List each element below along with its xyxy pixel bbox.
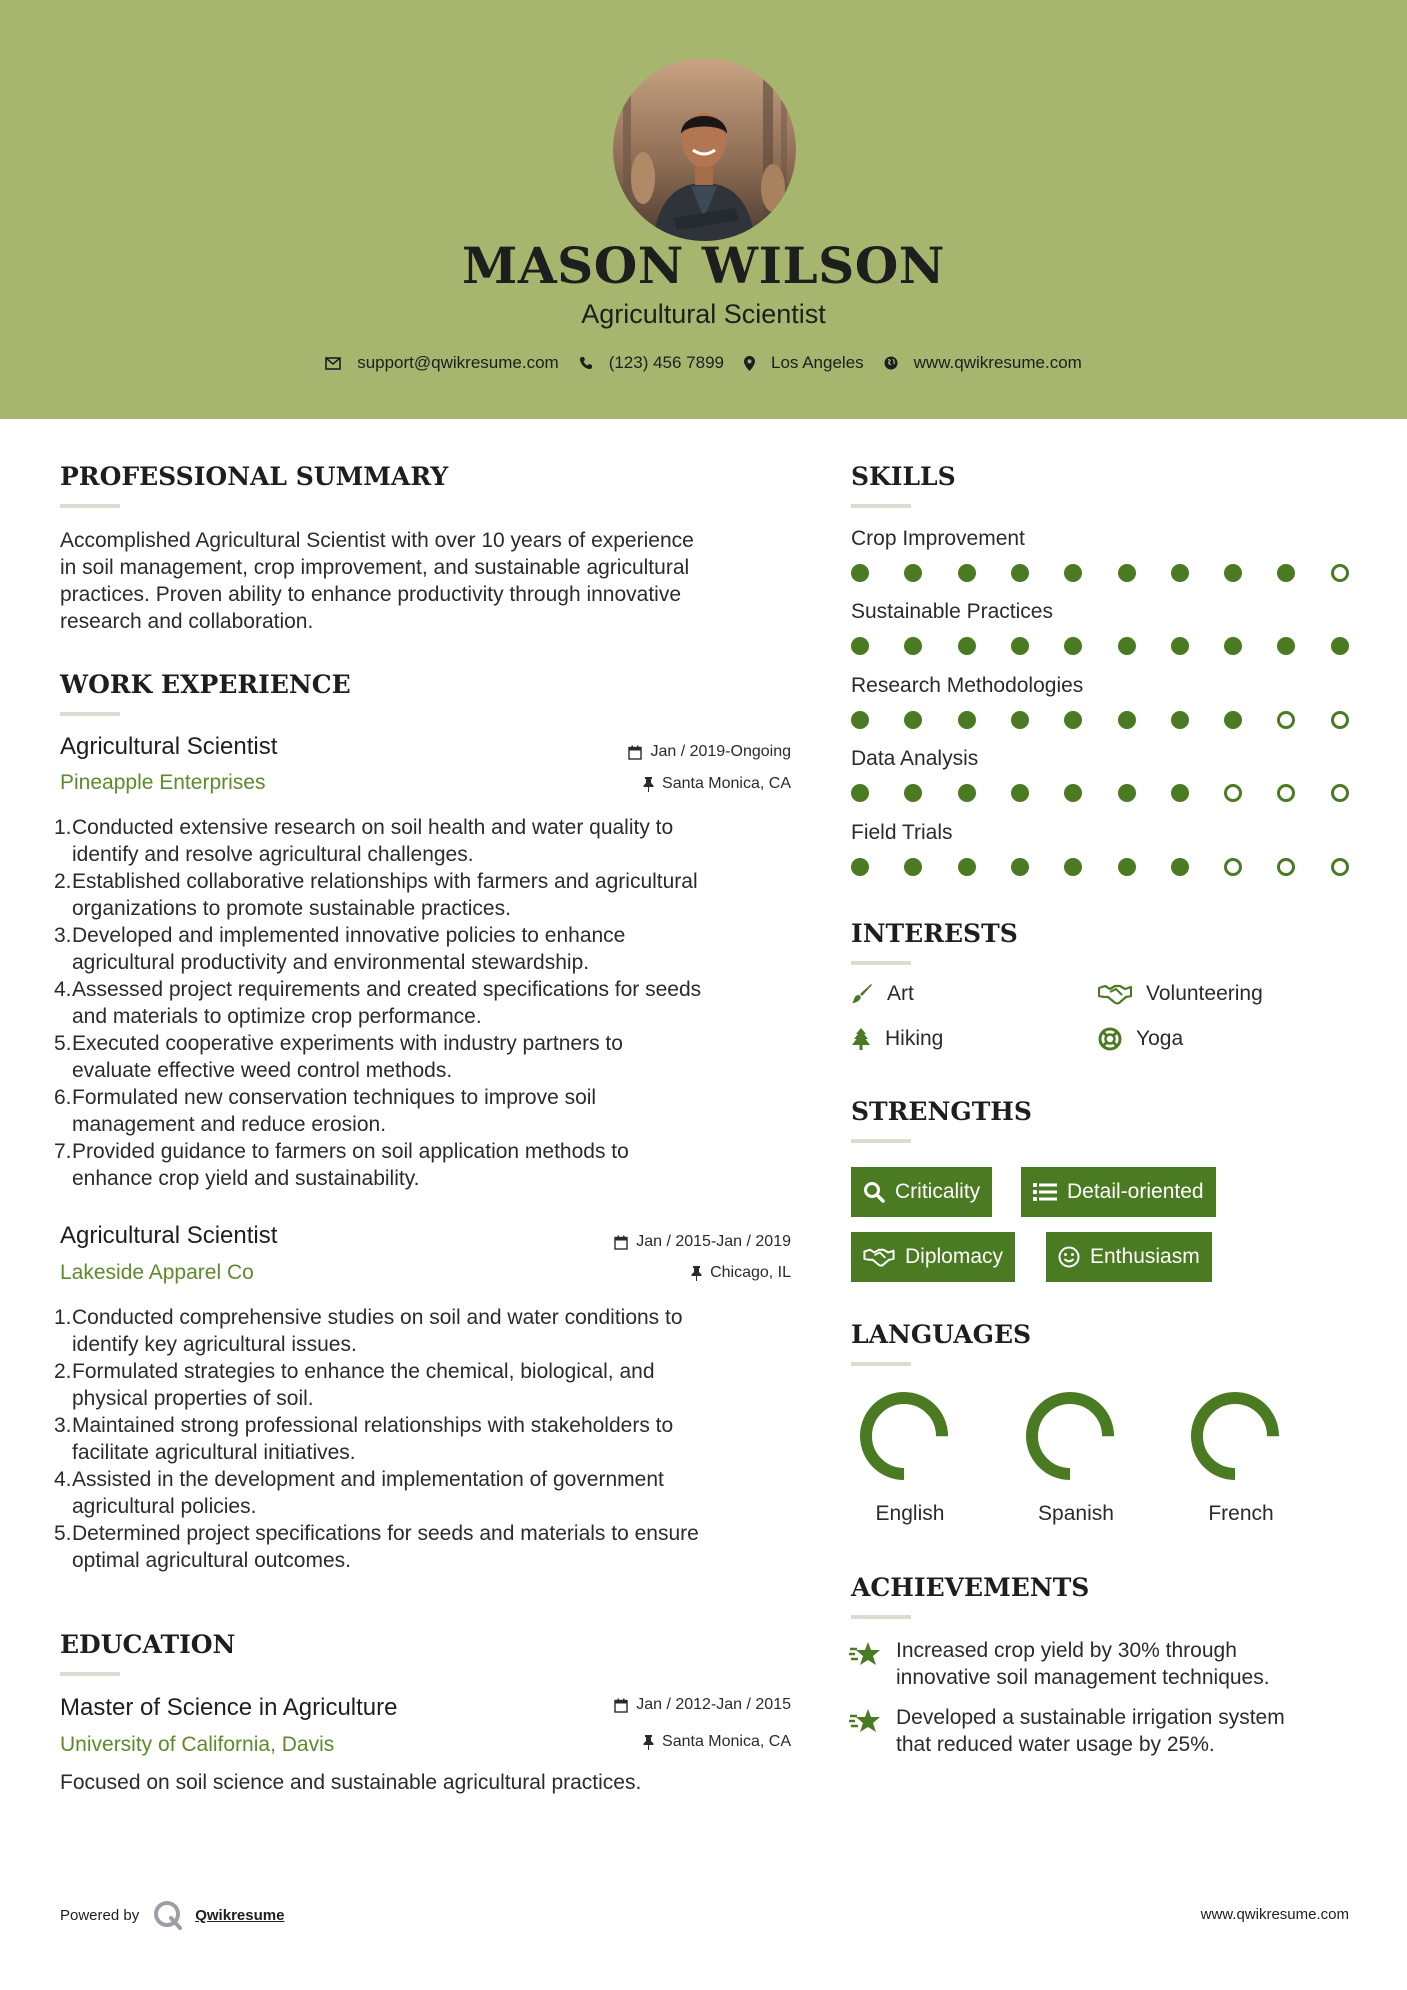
job-location bbox=[551, 775, 791, 793]
phone-icon bbox=[579, 356, 593, 370]
skill-dot-filled bbox=[851, 784, 869, 802]
skill-dot-filled bbox=[1064, 637, 1082, 655]
job-location-text: Santa Monica, CA bbox=[662, 775, 791, 792]
skill-dot-filled bbox=[1171, 858, 1189, 876]
job-date bbox=[551, 1233, 791, 1251]
skill-dot-empty bbox=[1277, 858, 1295, 876]
education-location bbox=[551, 1733, 791, 1751]
languages-heading: LANGUAGES bbox=[851, 1320, 1032, 1349]
skill-dot-filled bbox=[1118, 564, 1136, 582]
envelope-icon bbox=[325, 357, 341, 370]
list-icon bbox=[1033, 1182, 1057, 1202]
strengths-rule bbox=[851, 1139, 911, 1143]
contact-website[interactable] bbox=[884, 353, 1082, 373]
skill-dot-filled bbox=[904, 637, 922, 655]
skill-dot-filled bbox=[904, 564, 922, 582]
skill-dot-filled bbox=[1224, 711, 1242, 729]
qwikresume-link[interactable]: Qwikresume bbox=[195, 1906, 285, 1924]
skill-dot-filled bbox=[1118, 711, 1136, 729]
language-gauge-french bbox=[1189, 1390, 1281, 1482]
language-gauge-english bbox=[858, 1390, 950, 1482]
skill-dot-filled bbox=[958, 637, 976, 655]
education-rule bbox=[60, 1672, 120, 1676]
summary-rule bbox=[60, 504, 120, 508]
skill-dot-filled bbox=[1064, 784, 1082, 802]
skill-label: Sustainable Practices bbox=[851, 600, 1053, 623]
skill-dot-filled bbox=[958, 858, 976, 876]
skill-dot-filled bbox=[1118, 784, 1136, 802]
language-label: Spanish bbox=[1038, 1502, 1114, 1525]
experience-rule bbox=[60, 712, 120, 716]
footer-url[interactable]: www.qwikresume.com bbox=[1200, 1906, 1349, 1923]
job-duties-list bbox=[54, 814, 814, 1192]
skill-dot-filled bbox=[1224, 564, 1242, 582]
skill-dot-empty bbox=[1331, 564, 1349, 582]
strength-label: Detail-oriented bbox=[1067, 1180, 1204, 1203]
list-item: 3. Developed and implemented innovative policies to enhance agricultural productivity and environmental stewardship. bbox=[54, 924, 626, 974]
company-name: Lakeside Apparel Co bbox=[60, 1261, 254, 1284]
job-date-text: Jan / 2015-Jan / 2019 bbox=[636, 1233, 791, 1250]
job-location-text: Chicago, IL bbox=[710, 1264, 791, 1281]
list-item: 2. Formulated strategies to enhance the chemical, biological, and physical properties of soil. bbox=[54, 1360, 655, 1410]
list-item: 5. Executed cooperative experiments with industry partners to evaluate effective weed control methods. bbox=[54, 1032, 623, 1082]
interest-volunteering bbox=[1098, 982, 1263, 1006]
skill-label: Research Methodologies bbox=[851, 674, 1084, 697]
language-level-arc bbox=[1032, 1398, 1108, 1474]
pushpin-icon bbox=[691, 1266, 702, 1281]
language-label: English bbox=[875, 1502, 945, 1525]
skill-dot-filled bbox=[1331, 637, 1349, 655]
star-icon bbox=[849, 1707, 883, 1735]
skill-rating bbox=[851, 784, 1351, 804]
calendar-icon bbox=[614, 1698, 628, 1713]
strengths-heading: STRENGTHS bbox=[851, 1097, 1032, 1126]
skill-dot-filled bbox=[1011, 784, 1029, 802]
phone-text: (123) 456 7899 bbox=[608, 353, 725, 372]
language-level-arc bbox=[866, 1398, 942, 1474]
list-item: 1. Conducted extensive research on soil health and water quality to identify and resolve agricultural challenges. bbox=[54, 816, 674, 866]
education-date-text: Jan / 2012-Jan / 2015 bbox=[636, 1696, 791, 1713]
skill-dot-empty bbox=[1331, 858, 1349, 876]
achievement-item: Increased crop yield by 30% through innovative soil management techniques. bbox=[896, 1639, 1270, 1689]
job-duties-list bbox=[54, 1304, 814, 1574]
candidate-title: Agricultural Scientist bbox=[581, 299, 826, 329]
strength-tag bbox=[1021, 1167, 1216, 1217]
skill-dot-empty bbox=[1277, 784, 1295, 802]
language-gauge-spanish bbox=[1024, 1390, 1116, 1482]
contact-location bbox=[744, 353, 864, 373]
strength-label: Criticality bbox=[895, 1180, 981, 1203]
skill-dot-filled bbox=[1064, 711, 1082, 729]
lifering-icon bbox=[1098, 1027, 1122, 1051]
summary-line: in soil management, crop improvement, and sustainable agricultural bbox=[60, 556, 690, 579]
smile-icon bbox=[1058, 1246, 1080, 1268]
handshake-icon bbox=[1098, 983, 1132, 1005]
summary-text bbox=[60, 527, 800, 635]
skill-rating bbox=[851, 711, 1351, 731]
summary-line: research and collaboration. bbox=[60, 610, 314, 633]
pushpin-icon bbox=[643, 777, 654, 792]
handshake-icon bbox=[863, 1247, 895, 1267]
skill-rating bbox=[851, 637, 1351, 657]
skill-dot-filled bbox=[1118, 637, 1136, 655]
skill-dot-empty bbox=[1224, 784, 1242, 802]
list-item: 4. Assessed project requirements and created specifications for seeds and materials to optimize crop performance. bbox=[54, 978, 702, 1028]
list-item: 1. Conducted comprehensive studies on soil and water conditions to identify key agricultural issues. bbox=[54, 1306, 683, 1356]
summary-line: practices. Proven ability to enhance productivity through innovative bbox=[60, 583, 682, 606]
list-item: 4. Assisted in the development and implementation of government agricultural policies. bbox=[54, 1468, 664, 1518]
skill-dot-empty bbox=[1277, 711, 1295, 729]
experience-heading: WORK EXPERIENCE bbox=[60, 670, 351, 699]
education-date bbox=[551, 1696, 791, 1714]
achievements-heading: ACHIEVEMENTS bbox=[851, 1573, 1090, 1602]
strength-tag bbox=[1046, 1232, 1212, 1282]
skill-label: Field Trials bbox=[851, 821, 953, 844]
paintbrush-icon bbox=[851, 983, 873, 1005]
skill-dot-filled bbox=[1171, 564, 1189, 582]
degree-title: Master of Science in Agriculture bbox=[60, 1694, 398, 1721]
skill-dot-filled bbox=[1064, 564, 1082, 582]
skill-dot-filled bbox=[1011, 711, 1029, 729]
job-title: Agricultural Scientist bbox=[60, 1222, 278, 1249]
list-item: 2. Established collaborative relationships with farmers and agricultural organizations to promote sustainable practices. bbox=[54, 870, 698, 920]
skill-dot-filled bbox=[1171, 637, 1189, 655]
interests-rule bbox=[851, 961, 911, 965]
search-icon bbox=[863, 1181, 885, 1203]
education-description: Focused on soil science and sustainable agricultural practices. bbox=[60, 1771, 642, 1794]
contact-phone[interactable] bbox=[579, 353, 724, 373]
list-item: 7. Provided guidance to farmers on soil application methods to enhance crop yield and sustainability. bbox=[54, 1140, 629, 1190]
achievements-rule bbox=[851, 1615, 911, 1619]
skill-dot-filled bbox=[1011, 564, 1029, 582]
job-date bbox=[551, 743, 791, 761]
strength-tag bbox=[851, 1232, 1015, 1282]
skill-label: Crop Improvement bbox=[851, 527, 1025, 550]
skill-dot-filled bbox=[904, 711, 922, 729]
skill-dot-filled bbox=[1277, 637, 1295, 655]
contact-bar bbox=[0, 353, 1407, 373]
skill-dot-empty bbox=[1224, 858, 1242, 876]
skill-dot-filled bbox=[958, 564, 976, 582]
achievement-item: Developed a sustainable irrigation system that reduced water usage by 25%. bbox=[896, 1706, 1285, 1756]
summary-line: Accomplished Agricultural Scientist with over 10 years of experience bbox=[60, 529, 694, 552]
profile-photo bbox=[613, 58, 796, 241]
skill-dot-filled bbox=[851, 858, 869, 876]
interest-label: Volunteering bbox=[1146, 982, 1263, 1005]
resume-header bbox=[0, 0, 1407, 419]
language-label: French bbox=[1208, 1502, 1274, 1525]
skill-dot-empty bbox=[1331, 711, 1349, 729]
skill-dot-empty bbox=[1331, 784, 1349, 802]
calendar-icon bbox=[614, 1235, 628, 1250]
contact-email[interactable] bbox=[325, 353, 559, 373]
skill-dot-filled bbox=[904, 858, 922, 876]
strength-tag bbox=[851, 1167, 992, 1217]
interest-label: Art bbox=[887, 982, 914, 1005]
school-name: University of California, Davis bbox=[60, 1733, 335, 1756]
skill-dot-filled bbox=[1011, 637, 1029, 655]
candidate-name: MASON WILSON bbox=[462, 236, 945, 295]
strength-label: Enthusiasm bbox=[1090, 1245, 1200, 1268]
skill-dot-filled bbox=[1064, 858, 1082, 876]
interests-heading: INTERESTS bbox=[851, 919, 1018, 948]
email-text: support@qwikresume.com bbox=[357, 353, 559, 372]
languages-rule bbox=[851, 1362, 911, 1366]
star-icon bbox=[849, 1640, 883, 1668]
skill-dot-filled bbox=[1011, 858, 1029, 876]
skill-dot-filled bbox=[851, 637, 869, 655]
website-text: www.qwikresume.com bbox=[913, 353, 1082, 372]
skill-dot-filled bbox=[904, 784, 922, 802]
powered-by-text: Powered by bbox=[60, 1906, 140, 1924]
tree-icon bbox=[851, 1028, 871, 1050]
interest-label: Hiking bbox=[885, 1027, 944, 1050]
interest-yoga bbox=[1098, 1027, 1183, 1051]
interest-art bbox=[851, 982, 914, 1006]
education-location-text: Santa Monica, CA bbox=[662, 1733, 791, 1750]
interest-label: Yoga bbox=[1136, 1027, 1184, 1050]
skill-dot-filled bbox=[958, 784, 976, 802]
map-pin-icon bbox=[744, 356, 755, 371]
pushpin-icon bbox=[643, 1735, 654, 1750]
skills-rule bbox=[851, 504, 911, 508]
company-name: Pineapple Enterprises bbox=[60, 771, 266, 794]
skill-dot-filled bbox=[1171, 711, 1189, 729]
qwikresume-logo-icon bbox=[153, 1900, 183, 1930]
skill-dot-filled bbox=[958, 711, 976, 729]
language-level-arc bbox=[1197, 1398, 1273, 1474]
skill-rating bbox=[851, 564, 1351, 584]
summary-heading: PROFESSIONAL SUMMARY bbox=[60, 462, 449, 491]
skill-dot-filled bbox=[1224, 637, 1242, 655]
footer-powered-by bbox=[60, 1900, 284, 1930]
skill-dot-filled bbox=[1118, 858, 1136, 876]
calendar-icon bbox=[628, 745, 642, 760]
job-location bbox=[551, 1264, 791, 1282]
education-heading: EDUCATION bbox=[60, 1630, 236, 1659]
job-date-text: Jan / 2019-Ongoing bbox=[650, 743, 791, 760]
skill-dot-filled bbox=[1171, 784, 1189, 802]
location-text: Los Angeles bbox=[771, 353, 864, 372]
skill-dot-filled bbox=[851, 711, 869, 729]
skill-label: Data Analysis bbox=[851, 747, 979, 770]
skill-dot-filled bbox=[1277, 564, 1295, 582]
globe-icon bbox=[884, 356, 898, 370]
skills-heading: SKILLS bbox=[851, 462, 956, 491]
skill-rating bbox=[851, 858, 1351, 878]
list-item: 5. Determined project specifications for seeds and materials to ensure optimal agricultural outcomes. bbox=[54, 1522, 699, 1572]
list-item: 6. Formulated new conservation techniques to improve soil management and reduce erosion. bbox=[54, 1086, 597, 1136]
skill-dot-filled bbox=[851, 564, 869, 582]
list-item: 3. Maintained strong professional relationships with stakeholders to facilitate agricultural initiatives. bbox=[54, 1414, 674, 1464]
interest-hiking bbox=[851, 1027, 943, 1051]
strength-label: Diplomacy bbox=[905, 1245, 1004, 1268]
job-title: Agricultural Scientist bbox=[60, 733, 278, 760]
